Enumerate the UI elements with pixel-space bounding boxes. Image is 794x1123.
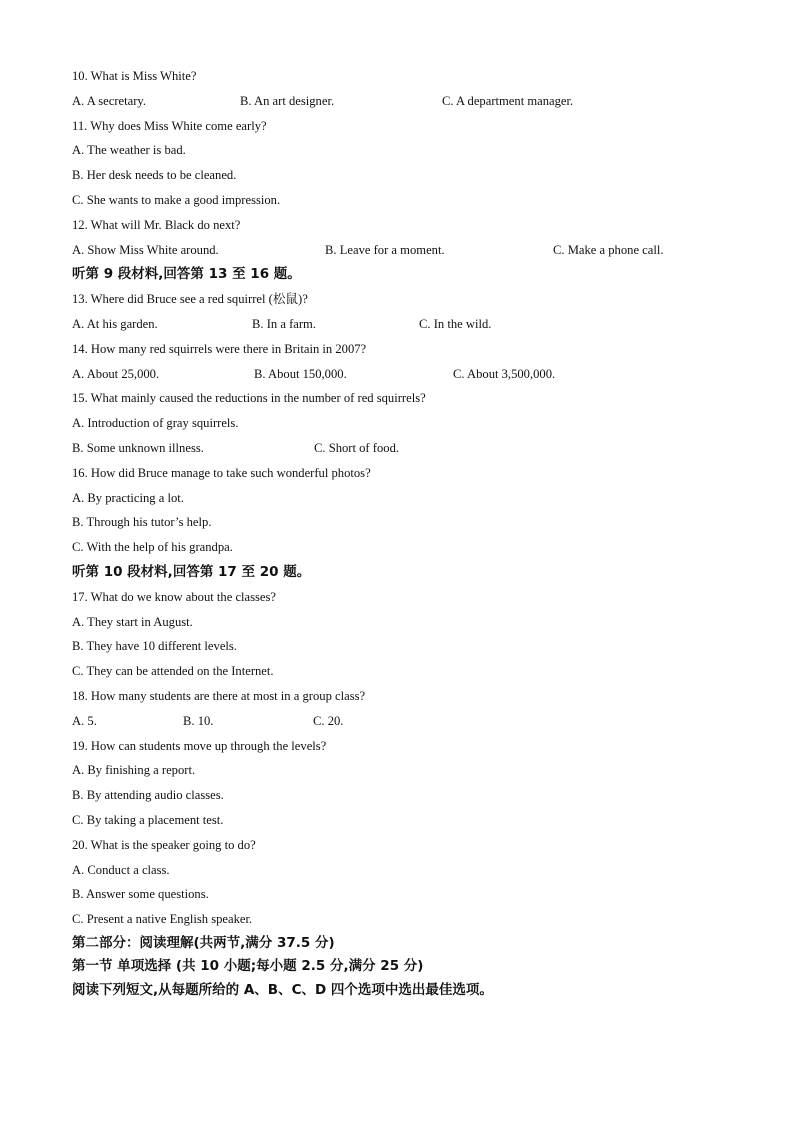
options-14 (72, 362, 752, 387)
options-12 (72, 238, 752, 263)
option-15-b: B. Some unknown illness. (72, 440, 204, 455)
option-14-c: C. About 3,500,000. (453, 366, 556, 381)
option-13-b: B. In a farm. (252, 316, 316, 331)
option-20-a: A. Conduct a class. (72, 862, 170, 877)
option-15-a: A. Introduction of gray squirrels. (72, 416, 239, 431)
option-14-b: B. About 150,000. (254, 366, 347, 381)
question-18: 18. How many students are there at most in a group class? (72, 688, 366, 703)
option-17-b: B. They have 10 different levels. (72, 639, 237, 654)
option-11-c: C. She wants to make a good impression. (72, 192, 281, 207)
options-15 (72, 436, 752, 461)
option-11-a: A. The weather is bad. (72, 143, 186, 158)
option-17-a: A. They start in August. (72, 614, 193, 629)
option-17-c: C. They can be attended on the Internet. (72, 664, 274, 679)
question-11: 11. Why does Miss White come early? (72, 118, 267, 133)
option-14-a: A. About 25,000. (72, 366, 160, 381)
option-18-a: A. 5. (72, 713, 97, 728)
option-13-c: C. In the wild. (419, 316, 492, 331)
part2-heading: 第二部分：阅读理解(共两节,满分 37.5 分) (72, 934, 335, 951)
option-15-c: C. Short of food. (314, 440, 400, 455)
option-19-a: A. By finishing a report. (72, 763, 196, 778)
option-12-c: C. Make a phone call. (553, 242, 664, 257)
option-10-a: A. A secretary. (72, 93, 147, 108)
option-16-c: C. With the help of his grandpa. (72, 540, 233, 555)
question-19: 19. How can students move up through the levels? (72, 738, 327, 753)
question-15: 15. What mainly caused the reductions in the number of red squirrels? (72, 391, 426, 406)
question-17: 17. What do we know about the classes? (72, 589, 277, 604)
option-16-b: B. Through his tutor’s help. (72, 515, 212, 530)
option-11-b: B. Her desk needs to be cleaned. (72, 168, 237, 183)
options-18 (72, 709, 752, 734)
question-12: 12. What will Mr. Black do next? (72, 217, 241, 232)
part2-section1-heading: 第一节 单项选择 (共 10 小题;每小题 2.5 分,满分 25 分) (72, 958, 424, 975)
option-16-a: A. By practicing a lot. (72, 490, 184, 505)
question-10: 10. What is Miss White? (72, 69, 197, 83)
option-13-a: A. At his garden. (72, 316, 158, 331)
option-18-b: B. 10. (183, 713, 214, 728)
options-13 (72, 312, 752, 337)
option-19-b: B. By attending audio classes. (72, 788, 224, 803)
question-13: 13. Where did Bruce see a red squirrel (松鼠)? (72, 292, 308, 307)
section-heading-10: 听第 10 段材料,回答第 17 至 20 题。 (72, 563, 311, 580)
question-14: 14. How many red squirrels were there in Britain in 2007? (72, 341, 367, 356)
exam-page (72, 64, 752, 1002)
option-18-c: C. 20. (313, 713, 344, 728)
option-10-c: C. A department manager. (442, 93, 574, 108)
question-20: 20. What is the speaker going to do? (72, 837, 256, 852)
option-12-b: B. Leave for a moment. (325, 242, 445, 257)
option-20-c: C. Present a native English speaker. (72, 912, 253, 927)
option-20-b: B. Answer some questions. (72, 887, 209, 902)
options-10 (72, 89, 752, 114)
question-16: 16. How did Bruce manage to take such wonderful photos? (72, 465, 371, 480)
section-heading-9: 听第 9 段材料,回答第 13 至 16 题。 (72, 266, 301, 283)
part2-instruction: 阅读下列短文,从每题所给的 A、B、C、D 四个选项中选出最佳选项。 (72, 981, 493, 998)
option-19-c: C. By taking a placement test. (72, 812, 224, 827)
option-12-a: A. Show Miss White around. (72, 242, 219, 257)
option-10-b: B. An art designer. (240, 93, 335, 108)
